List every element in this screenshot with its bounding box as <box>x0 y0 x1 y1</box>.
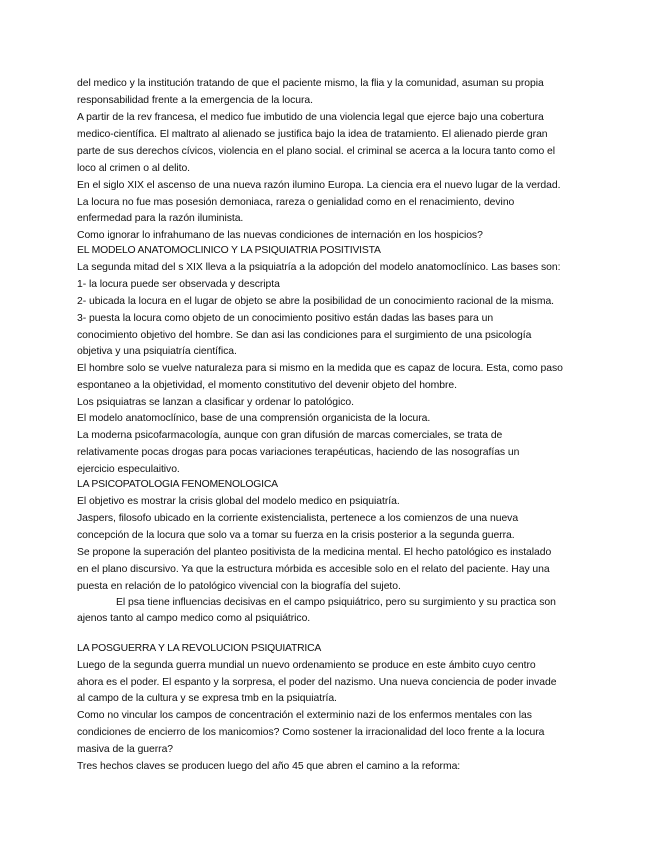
text-line: relativamente pocas drogas para pocas variaciones terapéuticas, haciendo de las nosografías un <box>77 447 520 458</box>
text-line: En el siglo XIX el ascenso de una nueva razón ilumino Europa. La ciencia era el nuevo lugar de la verdad. <box>77 180 561 191</box>
text-line: ejercicio especulaitivo. <box>77 464 180 475</box>
text-line: El modelo anatomoclínico, base de una comprensión organicista de la locura. <box>77 413 431 424</box>
text-line: puesta en relación de lo patológico vivencial con la biografía del sujeto. <box>77 581 401 592</box>
text-line: ajenos tanto al campo medico como al psiquiátrico. <box>77 613 311 624</box>
section-heading: LA PSICOPATOLOGIA FENOMENOLOGICA <box>77 479 278 490</box>
text-line: loco al crimen o al delito. <box>77 163 191 174</box>
text-line: responsabilidad frente a la emergencia de la locura. <box>77 95 313 106</box>
text-line: en el plano discursivo. Ya que la estructura mórbida es accesible solo en el relato del paciente. Hay una <box>77 564 550 575</box>
text-line: Luego de la segunda guerra mundial un nuevo ordenamiento se produce en este ámbito cuyo centro <box>77 660 536 671</box>
list-item: 1- la locura puede ser observada y descripta <box>77 279 280 290</box>
text-line: Como no vincular los campos de concentración el exterminio nazi de los enfermos mentales con las <box>77 710 532 721</box>
text-line: Los psiquiatras se lanzan a clasificar y ordenar lo patológico. <box>77 397 354 408</box>
text-line: objetiva y una psiquiatría científica. <box>77 346 237 357</box>
text-line: enfermedad para la razón iluminista. <box>77 213 244 224</box>
text-line: condiciones de encierro de los manicomios? Como sostener la irracionalidad del loco frente a la locura <box>77 727 545 738</box>
text-line: El psa tiene influencias decisivas en el campo psiquiátrico, pero su surgimiento y su practica son <box>116 597 556 608</box>
text-line: A partir de la rev francesa, el medico fue imbutido de una violencia legal que ejerce bajo una cobertura <box>77 112 544 123</box>
text-line: medico-científica. El maltrato al alienado se justifica bajo la idea de tratamiento. El alienado pierde gran <box>77 129 548 140</box>
text-line: parte de sus derechos cívicos, violencia en el plano social. el criminal se acerca a la locura tanto como el <box>77 146 556 157</box>
text-line: La segunda mitad del s XIX lleva a la psiquiatría a la adopción del modelo anatomoclínico. Las bases son: <box>77 262 561 273</box>
text-line: El hombre solo se vuelve naturaleza para si mismo en la medida que es capaz de locura. Esta, como paso <box>77 363 563 374</box>
text-line: Como ignorar lo infrahumano de las nuevas condiciones de internación en los hospicios? <box>77 230 483 241</box>
section-heading: LA POSGUERRA Y LA REVOLUCION PSIQUIATRICA <box>77 643 322 654</box>
list-item: 2- ubicada la locura en el lugar de objeto se abre la posibilidad de un conocimiento racional de la misma. <box>77 296 555 307</box>
text-line: La moderna psicofarmacología, aunque con gran difusión de marcas comerciales, se trata de <box>77 430 503 441</box>
text-line: conocimiento objetivo del hombre. Se dan asi las condiciones para el surgimiento de una psicología <box>77 330 532 341</box>
text-line: Jaspers, filosofo ubicado en la corriente existencialista, pertenece a los comienzos de una nueva <box>77 513 519 524</box>
list-item: 3- puesta la locura como objeto de un conocimiento positivo están dadas las bases para un <box>77 313 494 324</box>
text-line: La locura no fue mas posesión demoniaca, rareza o genialidad como en el renacimiento, devino <box>77 197 515 208</box>
text-line: al campo de la cultura y se expresa tmb en la psiquiatría. <box>77 693 337 704</box>
text-line: masiva de la guerra? <box>77 744 174 755</box>
section-heading: EL MODELO ANATOMOCLINICO Y LA PSIQUIATRIA POSITIVISTA <box>77 245 381 256</box>
text-line: espontaneo a la objetividad, el momento constitutivo del devenir objeto del hombre. <box>77 380 457 391</box>
text-line: ahora es el poder. El espanto y la sorpresa, el poder del nazismo. Una nueva conciencia de poder invade <box>77 677 557 688</box>
text-line: concepción de la locura que solo va a tomar su fuerza en la crisis posterior a la segunda guerra. <box>77 530 515 541</box>
text-line: El objetivo es mostrar la crisis global del modelo medico en psiquiatría. <box>77 496 400 507</box>
text-line: Se propone la superación del planteo positivista de la medicina mental. El hecho patológico es instalado <box>77 547 552 558</box>
text-line: del medico y la institución tratando de que el paciente mismo, la flia y la comunidad, asuman su propia <box>77 78 544 89</box>
text-line: Tres hechos claves se producen luego del año 45 que abren el camino a la reforma: <box>77 761 461 772</box>
